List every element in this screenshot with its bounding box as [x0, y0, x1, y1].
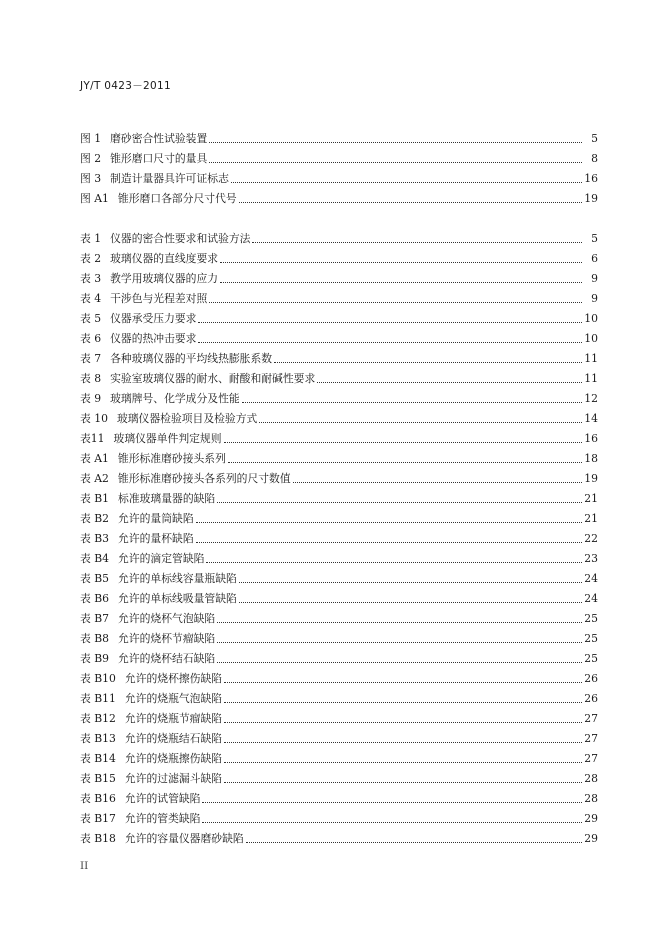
toc-table-entry[interactable] — [80, 746, 598, 766]
toc-entry-label: 表 B5 — [80, 572, 110, 585]
dot-leader — [293, 481, 582, 483]
toc-table-entry[interactable] — [80, 766, 598, 786]
toc-entry-title: 玻璃仪器的直线度要求 — [110, 252, 219, 265]
dot-leader — [252, 241, 582, 243]
toc-entry-page: 27 — [584, 732, 598, 745]
toc-entry-page: 9 — [591, 292, 598, 305]
toc-entry-page: 11 — [584, 352, 598, 365]
toc-table-entry[interactable] — [80, 326, 598, 346]
toc-entry-title: 允许的量杯缺陷 — [118, 532, 194, 545]
toc-entry-label: 图 2 — [80, 152, 102, 165]
dot-leader — [317, 381, 582, 383]
toc-entry-page: 18 — [584, 452, 598, 465]
toc-entry-label: 表 6 — [80, 332, 102, 345]
toc-entry-page: 24 — [584, 572, 598, 585]
dot-leader — [224, 441, 582, 443]
toc-table-entry[interactable] — [80, 446, 598, 466]
dot-leader — [224, 721, 582, 723]
table-list — [80, 226, 598, 846]
toc-entry-label: 表11 — [80, 432, 105, 445]
toc-entry-label: 表 B12 — [80, 712, 116, 725]
toc-table-entry[interactable] — [80, 626, 598, 646]
toc-entry-title: 允许的单标线容量瓶缺陷 — [118, 572, 237, 585]
toc-entry-page: 25 — [584, 652, 598, 665]
toc-entry-page: 29 — [584, 832, 598, 845]
toc-table-entry[interactable] — [80, 606, 598, 626]
toc-entry-label: 表 B13 — [80, 732, 116, 745]
toc-figure-entry[interactable] — [80, 186, 598, 206]
toc-entry-label: 表 B7 — [80, 612, 110, 625]
toc-table-entry[interactable] — [80, 666, 598, 686]
toc-entry-title: 允许的试管缺陷 — [124, 792, 201, 805]
toc-entry-page: 25 — [584, 612, 598, 625]
dot-leader — [224, 761, 582, 763]
toc-entry-label: 表 B2 — [80, 512, 110, 525]
toc-table-entry[interactable] — [80, 566, 598, 586]
dot-leader — [274, 361, 582, 363]
dot-leader — [196, 521, 582, 523]
dot-leader — [206, 561, 582, 563]
toc-table-entry[interactable] — [80, 366, 598, 386]
dot-leader — [231, 181, 582, 183]
toc-table-entry[interactable] — [80, 426, 598, 446]
toc-table-entry[interactable] — [80, 546, 598, 566]
toc-figure-entry[interactable] — [80, 126, 598, 146]
toc-entry-page: 29 — [584, 812, 598, 825]
toc-entry-page: 11 — [584, 372, 598, 385]
toc-entry-title: 允许的烧瓶气泡缺陷 — [124, 692, 223, 705]
dot-leader — [239, 201, 582, 203]
toc-table-entry[interactable] — [80, 286, 598, 306]
toc-entry-title: 各种玻璃仪器的平均线热膨胀系数 — [110, 352, 273, 365]
dot-leader — [228, 461, 582, 463]
toc-entry-page: 26 — [584, 672, 598, 685]
toc-entry-title: 玻璃牌号、化学成分及性能 — [110, 392, 240, 405]
toc-table-entry[interactable] — [80, 526, 598, 546]
toc-entry-page: 21 — [584, 492, 598, 505]
toc-entry-page: 14 — [584, 412, 598, 425]
toc-table-entry[interactable] — [80, 826, 598, 846]
toc-table-entry[interactable] — [80, 486, 598, 506]
toc-entry-label: 表 B17 — [80, 812, 116, 825]
toc-entry-page: 19 — [584, 472, 598, 485]
toc-entry-title: 实验室玻璃仪器的耐水、耐酸和耐碱性要求 — [110, 372, 316, 385]
toc-entry-page: 27 — [584, 712, 598, 725]
dot-leader — [198, 341, 582, 343]
toc-entry-page: 8 — [591, 152, 598, 165]
dot-leader — [209, 161, 582, 163]
dot-leader — [239, 581, 582, 583]
dot-leader — [224, 781, 582, 783]
toc-entry-title: 允许的管类缺陷 — [124, 812, 201, 825]
toc-entry-title: 允许的烧瓶擦伤缺陷 — [124, 752, 223, 765]
toc-entry-page: 26 — [584, 692, 598, 705]
toc-entry-title: 允许的烧杯气泡缺陷 — [118, 612, 216, 625]
toc-entry-page: 21 — [584, 512, 598, 525]
toc-entry-title: 玻璃仪器单件判定规则 — [113, 432, 222, 445]
toc-table-entry[interactable] — [80, 266, 598, 286]
dot-leader — [224, 741, 582, 743]
toc-entry-title: 允许的烧杯节瘤缺陷 — [118, 632, 216, 645]
toc-entry-page: 23 — [584, 552, 598, 565]
toc-entry-page: 22 — [584, 532, 598, 545]
dot-leader — [242, 401, 582, 403]
toc-entry-title: 允许的烧瓶节瘤缺陷 — [124, 712, 223, 725]
toc-entry-title: 制造计量器具许可证标志 — [110, 172, 229, 185]
toc-entry-page: 10 — [584, 312, 598, 325]
toc-figure-entry[interactable] — [80, 166, 598, 186]
toc-entry-label: 表 2 — [80, 252, 102, 265]
toc-entry-title: 锥形磨口尺寸的量具 — [110, 152, 208, 165]
toc-entry-page: 5 — [591, 232, 598, 245]
toc-entry-label: 表 A2 — [80, 472, 109, 485]
toc-entry-label: 图 3 — [80, 172, 102, 185]
dot-leader — [202, 821, 582, 823]
dot-leader — [259, 421, 582, 423]
toc-table-entry[interactable] — [80, 226, 598, 246]
dot-leader — [224, 701, 582, 703]
toc-entry-title: 仪器承受压力要求 — [110, 312, 197, 325]
toc-entry-label: 表 B11 — [80, 692, 116, 705]
toc-entry-label: 表 B1 — [80, 492, 110, 505]
toc-entry-title: 允许的过滤漏斗缺陷 — [124, 772, 223, 785]
toc-entry-title: 允许的烧瓶结石缺陷 — [124, 732, 223, 745]
dot-leader — [239, 601, 582, 603]
toc-entry-label: 图 A1 — [80, 192, 109, 205]
figure-list — [80, 126, 598, 206]
toc-entry-label: 表 9 — [80, 392, 102, 405]
toc-entry-page: 24 — [584, 592, 598, 605]
toc-figure-entry[interactable] — [80, 146, 598, 166]
dot-leader — [220, 281, 582, 283]
toc-entry-page: 10 — [584, 332, 598, 345]
dot-leader — [217, 641, 582, 643]
toc-entry-label: 表 8 — [80, 372, 102, 385]
toc-entry-page: 25 — [584, 632, 598, 645]
toc-entry-title: 玻璃仪器检验项目及检验方式 — [116, 412, 258, 425]
toc-table-entry[interactable] — [80, 506, 598, 526]
toc-entry-label: 表 B16 — [80, 792, 116, 805]
toc-table-entry[interactable] — [80, 406, 598, 426]
toc-table-entry[interactable] — [80, 806, 598, 826]
toc-entry-label: 表 B10 — [80, 672, 116, 685]
toc-entry-page: 27 — [584, 752, 598, 765]
page-number: II — [80, 860, 89, 872]
toc-entry-title: 锥形标准磨砂接头系列 — [117, 452, 226, 465]
toc-table-entry[interactable] — [80, 386, 598, 406]
toc-entry-title: 允许的烧杯结石缺陷 — [118, 652, 216, 665]
toc-entry-label: 表 7 — [80, 352, 102, 365]
dot-leader — [217, 661, 582, 663]
toc-entry-label: 表 B3 — [80, 532, 110, 545]
toc-table-entry[interactable] — [80, 706, 598, 726]
toc-table-entry[interactable] — [80, 306, 598, 326]
dot-leader — [220, 261, 582, 263]
toc-entry-label: 表 A1 — [80, 452, 109, 465]
dot-leader — [209, 301, 582, 303]
toc-entry-title: 锥形磨口各部分尺寸代号 — [117, 192, 237, 205]
toc-entry-page: 16 — [584, 432, 598, 445]
toc-entry-page: 28 — [584, 772, 598, 785]
dot-leader — [198, 321, 582, 323]
toc-table-entry[interactable] — [80, 726, 598, 746]
toc-entry-label: 表 B8 — [80, 632, 110, 645]
toc-table-entry[interactable] — [80, 786, 598, 806]
toc-entry-page: 9 — [591, 272, 598, 285]
document-id-header: JY/T 0423－2011 — [80, 80, 171, 92]
toc-entry-title: 允许的容量仪器磨砂缺陷 — [124, 832, 244, 845]
toc-entry-label: 表 10 — [80, 412, 108, 425]
toc-entry-title: 仪器的密合性要求和试验方法 — [110, 232, 251, 245]
toc-entry-label: 表 B15 — [80, 772, 116, 785]
toc-entry-title: 允许的量筒缺陷 — [118, 512, 194, 525]
toc-entry-page: 19 — [584, 192, 598, 205]
toc-entry-title: 磨砂密合性试验装置 — [110, 132, 208, 145]
toc-table-entry[interactable] — [80, 646, 598, 666]
toc-entry-label: 图 1 — [80, 132, 102, 145]
toc-entry-title: 干涉色与光程差对照 — [110, 292, 208, 305]
toc-entry-title: 标准玻璃量器的缺陷 — [118, 492, 216, 505]
toc-table-entry[interactable] — [80, 686, 598, 706]
toc-entry-title: 允许的烧杯擦伤缺陷 — [124, 672, 223, 685]
toc-entry-label: 表 5 — [80, 312, 102, 325]
dot-leader — [217, 501, 582, 503]
dot-leader — [224, 681, 582, 683]
toc-table-entry[interactable] — [80, 346, 598, 366]
toc-entry-label: 表 1 — [80, 232, 102, 245]
dot-leader — [246, 841, 582, 843]
toc-entry-label: 表 B6 — [80, 592, 110, 605]
toc-entry-label: 表 B18 — [80, 832, 116, 845]
toc-entry-label: 表 B9 — [80, 652, 110, 665]
dot-leader — [202, 801, 582, 803]
toc-entry-page: 12 — [584, 392, 598, 405]
toc-entry-title: 教学用玻璃仪器的应力 — [110, 272, 219, 285]
toc-entry-label: 表 B14 — [80, 752, 116, 765]
toc-table-entry[interactable] — [80, 246, 598, 266]
toc-entry-title: 锥形标准磨砂接头各系列的尺寸数值 — [117, 472, 291, 485]
dot-leader — [196, 541, 582, 543]
toc-entry-label: 表 B4 — [80, 552, 110, 565]
toc-entry-title: 允许的滴定管缺陷 — [118, 552, 205, 565]
toc-entry-title: 仪器的热冲击要求 — [110, 332, 197, 345]
toc-entry-page: 28 — [584, 792, 598, 805]
toc-entry-title: 允许的单标线吸量管缺陷 — [118, 592, 237, 605]
toc-entry-page: 5 — [591, 132, 598, 145]
toc-table-entry[interactable] — [80, 466, 598, 486]
toc-entry-label: 表 4 — [80, 292, 102, 305]
toc-table-entry[interactable] — [80, 586, 598, 606]
toc-entry-page: 16 — [584, 172, 598, 185]
dot-leader — [209, 141, 582, 143]
toc-entry-label: 表 3 — [80, 272, 102, 285]
dot-leader — [217, 621, 582, 623]
toc-entry-page: 6 — [591, 252, 598, 265]
